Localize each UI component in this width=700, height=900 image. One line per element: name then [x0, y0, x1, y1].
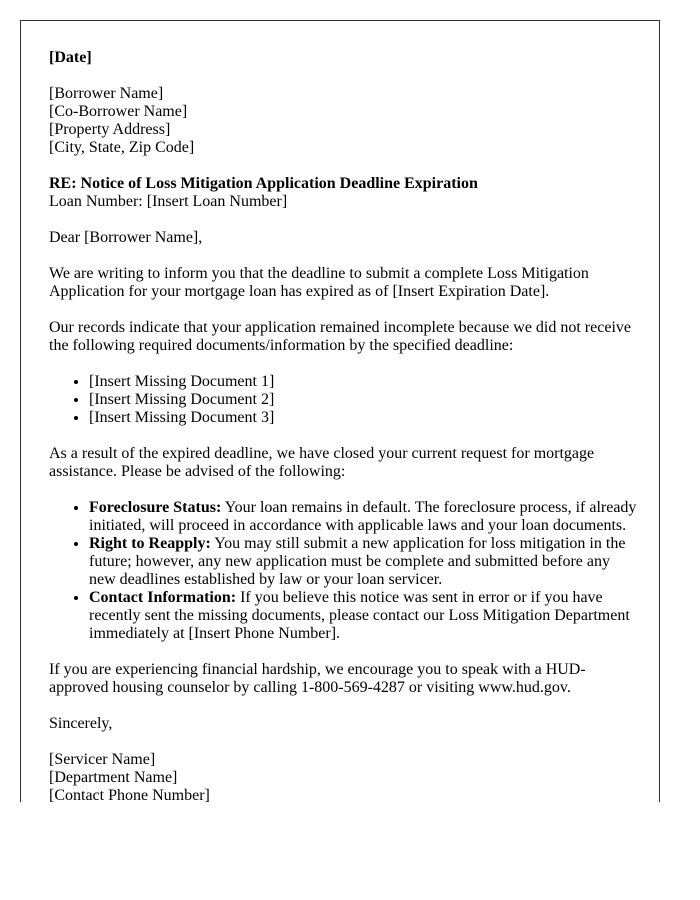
letter-content [49, 49, 639, 802]
co-borrower-name: [Co-Borrower Name] [49, 103, 188, 120]
notice-label: Foreclosure Status: [89, 499, 222, 516]
missing-document-item: • [Insert Missing Document 2] [89, 391, 639, 409]
property-address: [Property Address] [49, 121, 171, 138]
notice-label: Right to Reapply: [89, 535, 211, 552]
missing-documents-list [49, 373, 639, 427]
borrower-name: [Borrower Name] [49, 85, 164, 102]
salutation: Dear [Borrower Name], [49, 229, 203, 246]
closing: Sincerely, [49, 715, 113, 732]
letter-page [20, 20, 660, 802]
loan-number: Loan Number: [Insert Loan Number] [49, 193, 288, 210]
notice-text: Your loan remains in default. The foreclosure process, if already initiated, will proceed in accordance with applicable laws and your loan documents. [89, 499, 637, 534]
subject-line: RE: Notice of Loss Mitigation Application Deadline Expiration [49, 175, 478, 192]
paragraph-hud-counselor: If you are experiencing financial hardship, we encourage you to speak with a HUD-approved housing counselor by calling 1-800-569-4287 or visiting www.hud.gov. [49, 661, 586, 696]
paragraph-expiration: We are writing to inform you that the deadline to submit a complete Loss Mitigation Application for your mortgage loan has expired as of [Insert Expiration Date]. [49, 265, 589, 300]
notice-contact-information [89, 589, 639, 643]
notice-text: You may still submit a new application for loss mitigation in the future; however, any new application must be complete and submitted before any new deadlines established by law or your loan servicer. [89, 535, 626, 588]
notice-label: Contact Information: [89, 589, 237, 606]
servicer-name: [Servicer Name] [49, 751, 156, 768]
department-name: [Department Name] [49, 769, 178, 786]
paragraph-result: As a result of the expired deadline, we have closed your current request for mortgage assistance. Please be advised of the following: [49, 445, 595, 480]
subject-block [49, 175, 639, 211]
notice-right-to-reapply [89, 535, 639, 589]
signature-block [49, 751, 639, 802]
paragraph-incomplete: Our records indicate that your application remained incomplete because we did not receive the following required documents/information by the specified deadline: [49, 319, 631, 354]
missing-document-item: • [Insert Missing Document 1] [89, 373, 639, 391]
notices-list [49, 499, 639, 643]
letter-date: [Date] [49, 49, 92, 66]
contact-phone-number: [Contact Phone Number] [49, 787, 210, 802]
city-state-zip: [City, State, Zip Code] [49, 139, 195, 156]
missing-document-item: • [Insert Missing Document 3] [89, 409, 639, 427]
notice-text: If you believe this notice was sent in error or if you have recently sent the missing documents, please contact our Loss Mitigation Department immediately at [Insert Phone Number]. [89, 589, 630, 642]
notice-foreclosure-status [89, 499, 639, 535]
recipient-address [49, 85, 639, 157]
